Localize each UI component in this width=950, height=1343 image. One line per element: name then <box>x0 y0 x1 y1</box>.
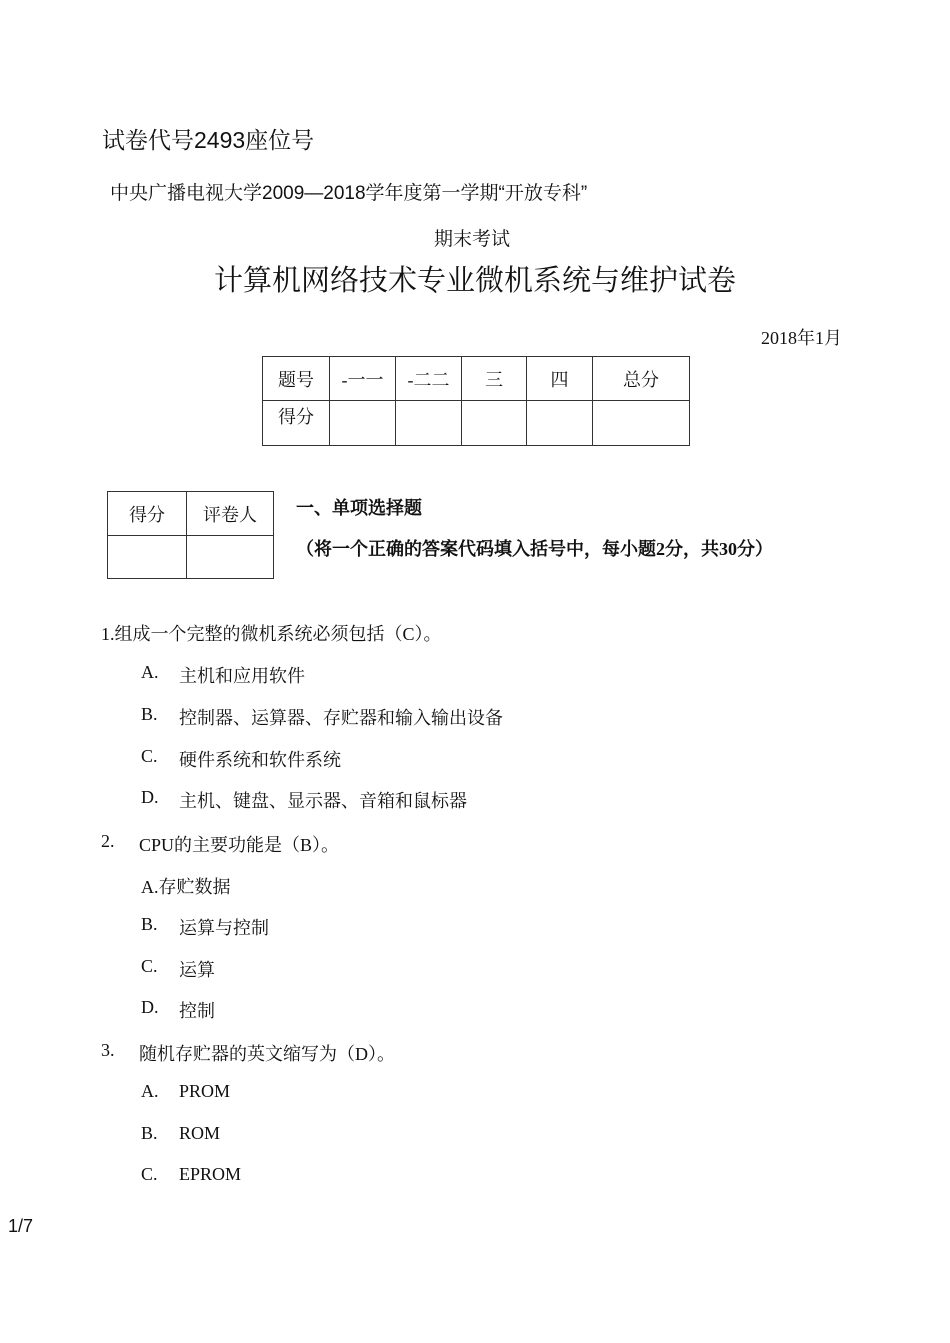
score-cell-part-3[interactable] <box>462 401 527 446</box>
option-letter: C. <box>141 1164 158 1184</box>
option-letter: D. <box>141 997 159 1017</box>
grader-table <box>107 491 274 579</box>
section-instructions: （将一个正确的答案代码填入括号中，每小题2分，共30分） <box>296 539 773 559</box>
section-title: 一、单项选择题 <box>296 498 422 518</box>
option-letter: B. <box>141 704 158 724</box>
score-cell-total[interactable] <box>593 401 690 446</box>
score-col-part-4: 四 <box>527 357 593 401</box>
option-text: PROM <box>179 1081 231 1101</box>
university-semester-line: 中央广播电视大学2009—2018学年度第一学期“开放专科” <box>110 183 588 204</box>
score-col-question-number: 题号 <box>263 357 330 401</box>
score-cell-part-1[interactable] <box>330 401 396 446</box>
final-exam-label: 期末考试 <box>434 229 511 250</box>
option-text: 硬件系统和软件系统 <box>179 750 341 770</box>
exam-title: 计算机网络技术专业微机系统与维护试卷 <box>213 265 736 297</box>
option-letter: A. <box>141 1081 159 1101</box>
score-table-header-row <box>263 357 690 401</box>
score-col-total: 总分 <box>593 357 690 401</box>
score-col-part-1: -一一 <box>330 357 396 401</box>
grader-name-cell[interactable] <box>187 536 274 579</box>
grader-name-label: 评卷人 <box>187 492 274 536</box>
option-letter: B. <box>141 1123 158 1143</box>
question-2-number: 2. <box>101 831 115 851</box>
score-col-part-2: -二二 <box>396 357 462 401</box>
exam-date: 2018年1月 <box>761 328 842 348</box>
score-cell-part-4[interactable] <box>527 401 593 446</box>
question-3-number: 3. <box>101 1040 115 1060</box>
option-letter: B. <box>141 914 158 934</box>
option-letter: C. <box>141 746 158 766</box>
option-text: 主机和应用软件 <box>179 666 305 686</box>
option-text: ROM <box>179 1123 221 1143</box>
score-table-score-row <box>263 401 690 446</box>
option-text: 主机、键盘、显示器、音箱和鼠标器 <box>179 791 467 811</box>
score-col-part-3: 三 <box>462 357 527 401</box>
question-3-text: 随机存贮器的英文缩写为（D）。 <box>139 1044 395 1064</box>
question-1-text: 1.组成一个完整的微机系统必须包括（C）。 <box>101 624 442 644</box>
option-text: EPROM <box>179 1164 242 1184</box>
grader-score-cell[interactable] <box>108 536 187 579</box>
exam-code-seat-line: 试卷代号2493座位号 <box>102 127 315 153</box>
grader-score-label: 得分 <box>108 492 187 536</box>
option-letter: C. <box>141 956 158 976</box>
score-summary-table <box>262 356 690 446</box>
score-cell-part-2[interactable] <box>396 401 462 446</box>
option-text: 运算 <box>179 960 215 980</box>
question-2-text: CPU的主要功能是（B）。 <box>139 835 340 855</box>
page-number: 1/7 <box>8 1216 34 1236</box>
option-letter: A. <box>141 662 159 682</box>
option-letter: A.存贮数据 <box>141 877 231 897</box>
option-text: 运算与控制 <box>179 918 269 938</box>
option-text: 控制 <box>179 1001 215 1021</box>
score-row-label: 得分 <box>263 401 330 446</box>
option-letter: D. <box>141 787 159 807</box>
option-text: 控制器、运算器、存贮器和输入输出设备 <box>179 708 503 728</box>
